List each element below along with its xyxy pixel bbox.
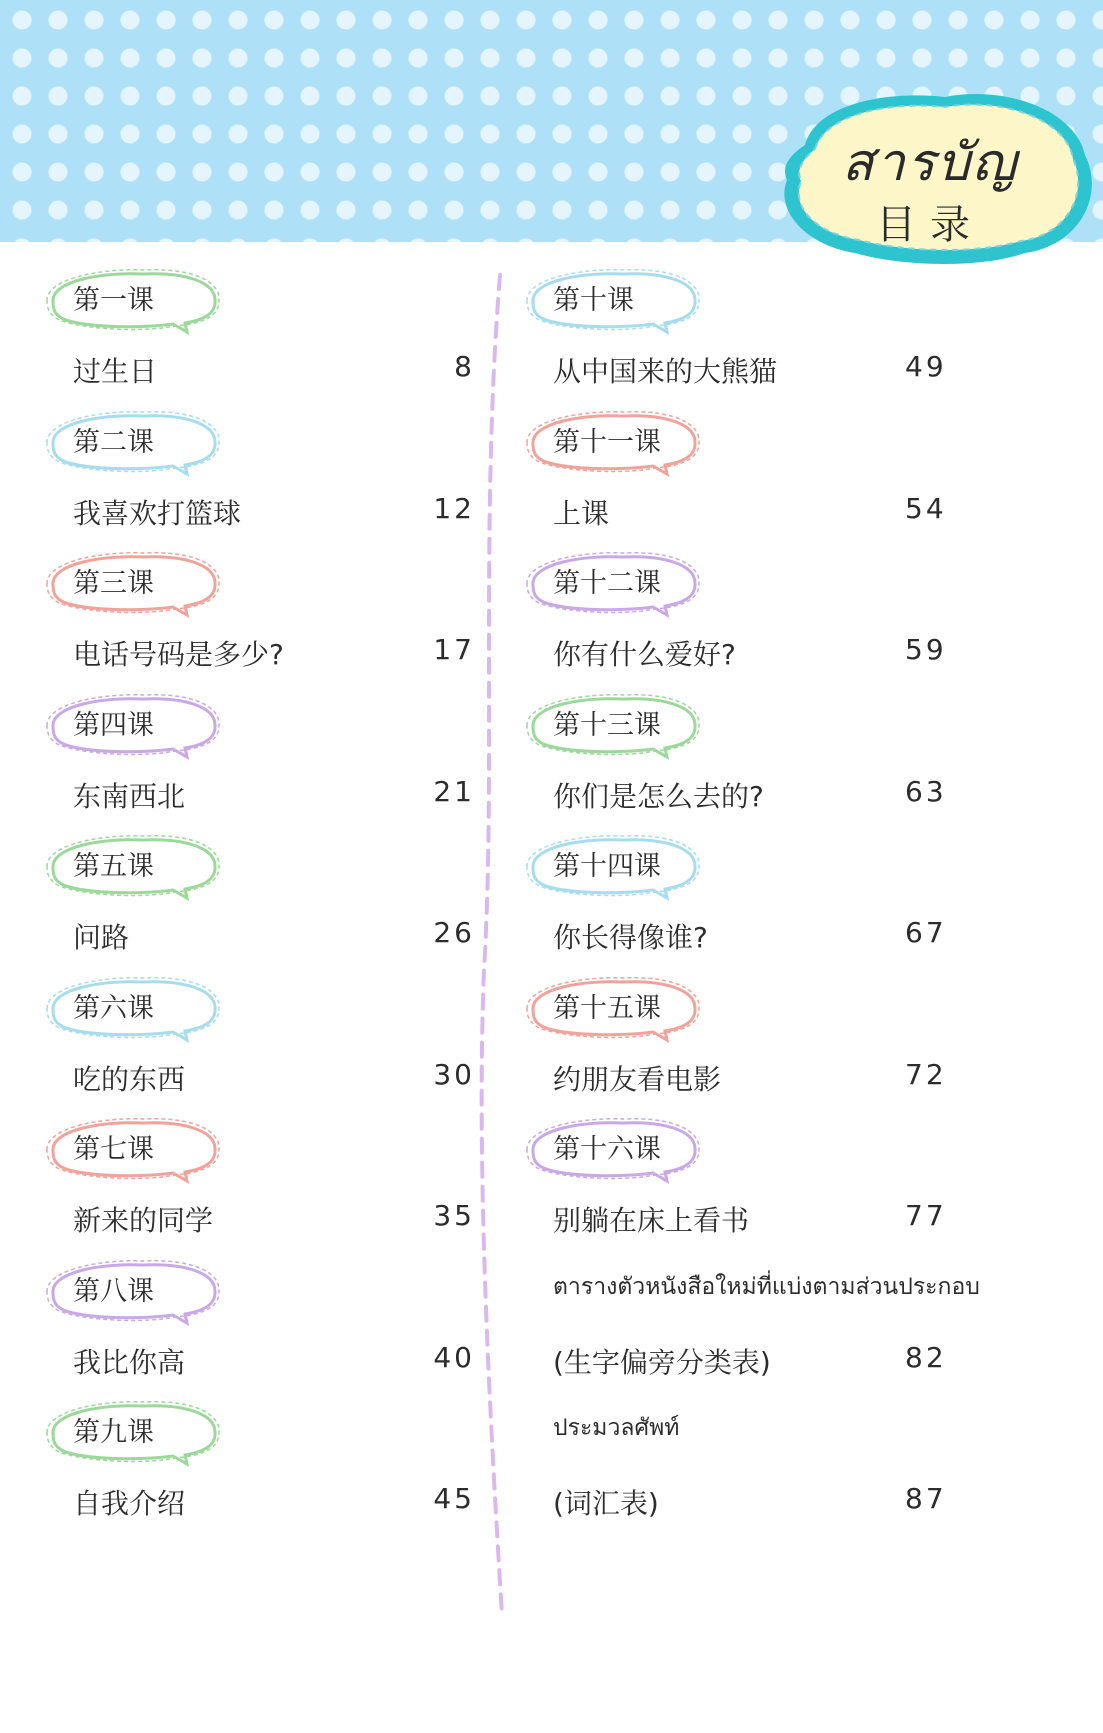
- lesson-label: 第五课: [73, 851, 154, 882]
- lesson-label: 第十二课: [553, 568, 661, 599]
- lesson-bubble: [515, 1115, 705, 1185]
- lesson-title: 新来的同学: [73, 1204, 214, 1237]
- column-divider: [478, 270, 508, 1620]
- lesson-label: 第三课: [73, 568, 154, 599]
- page-number: 63: [905, 774, 947, 808]
- page-number: 12: [433, 491, 475, 525]
- page-number: 49: [905, 350, 947, 383]
- toc-column-right: [515, 266, 1095, 1540]
- lesson-label: 第七课: [73, 1134, 154, 1165]
- lesson-title: 我喜欢打篮球: [73, 496, 242, 530]
- toc-entry: [515, 691, 1095, 833]
- lesson-bubble: [35, 408, 225, 478]
- lesson-label: 第一课: [73, 285, 154, 316]
- lesson-title: 自我介绍: [73, 1487, 186, 1520]
- title-chinese: 目录: [876, 202, 984, 248]
- toc-entry: [515, 832, 1095, 974]
- lesson-label: 第十六课: [553, 1134, 661, 1165]
- lesson-bubble: [35, 1257, 225, 1327]
- lesson-label: 第十课: [553, 285, 634, 316]
- lesson-title: 电话号码是多少?: [73, 638, 284, 671]
- lesson-title: 你们是怎么去的?: [553, 779, 764, 813]
- toc-entry: [515, 408, 1095, 550]
- lesson-title: 过生日: [73, 355, 158, 388]
- page-number: 8: [454, 350, 475, 383]
- toc-entry: [35, 549, 475, 691]
- appendix-entry: [515, 1398, 1095, 1540]
- page-number: 40: [433, 1340, 475, 1374]
- page-number: 87: [905, 1482, 947, 1515]
- toc-entry: [35, 408, 475, 550]
- lesson-title: 问路: [73, 921, 130, 954]
- page-number: 30: [433, 1057, 475, 1091]
- lesson-title: 从中国来的大熊猫: [553, 355, 778, 388]
- lesson-title: 别躺在床上看书: [553, 1204, 750, 1237]
- lesson-bubble: [515, 549, 705, 619]
- lesson-title: 东南西北: [73, 779, 186, 813]
- toc-entry: [35, 1398, 475, 1540]
- toc-entry: [515, 549, 1095, 691]
- toc-entry: [35, 832, 475, 974]
- appendix-label: ประมวลศัพท์: [553, 1415, 680, 1441]
- appendix-entry: [515, 1257, 1095, 1399]
- page-number: 67: [905, 916, 947, 949]
- toc-entry: [35, 1115, 475, 1257]
- page-number: 45: [433, 1482, 475, 1515]
- appendix-label: ตารางตัวหนังสือใหม่ที่แบ่งตามส่วนประกอบ: [553, 1273, 980, 1300]
- lesson-bubble: [35, 974, 225, 1044]
- lesson-bubble: [35, 266, 225, 336]
- lesson-label: 第二课: [73, 426, 154, 458]
- lesson-bubble: [515, 974, 705, 1044]
- page-number: 17: [433, 633, 475, 666]
- lesson-label: 第六课: [73, 992, 154, 1024]
- lesson-bubble: [515, 408, 705, 478]
- page-number: 54: [905, 491, 947, 525]
- page-number: 72: [905, 1057, 947, 1091]
- toc-column-left: [35, 266, 475, 1540]
- toc-entry: [515, 974, 1095, 1116]
- page-number: 77: [905, 1199, 947, 1232]
- lesson-label: 第九课: [73, 1417, 154, 1448]
- title-thai: สารบัญ: [841, 133, 1019, 193]
- lesson-label: 第十三课: [553, 709, 661, 741]
- lesson-title: 我比你高: [73, 1345, 186, 1379]
- page-number: 59: [905, 633, 947, 666]
- page-number: 82: [905, 1340, 947, 1374]
- lesson-label: 第十四课: [553, 851, 661, 882]
- lesson-label: 第十一课: [553, 426, 661, 458]
- toc-entry: [35, 691, 475, 833]
- page-number: 26: [433, 916, 475, 949]
- page-number: 35: [433, 1199, 475, 1232]
- lesson-bubble: [35, 832, 225, 902]
- lesson-title: 约朋友看电影: [553, 1062, 722, 1096]
- lesson-title: 吃的东西: [73, 1062, 186, 1096]
- lesson-label: 第四课: [73, 709, 154, 741]
- lesson-title: 上课: [553, 496, 610, 530]
- lesson-bubble: [515, 691, 705, 761]
- lesson-title: 你有什么爱好?: [553, 638, 736, 671]
- toc-entry: [35, 1257, 475, 1399]
- lesson-bubble: [35, 691, 225, 761]
- title-badge: [775, 85, 1103, 285]
- lesson-bubble: [515, 832, 705, 902]
- appendix-title: (生字偏旁分类表): [553, 1345, 771, 1379]
- toc-entry: [35, 266, 475, 408]
- appendix-title: (词汇表): [553, 1487, 659, 1520]
- lesson-bubble: [515, 266, 705, 336]
- lesson-title: 你长得像谁?: [553, 921, 708, 954]
- toc-entry: [515, 266, 1095, 408]
- lesson-label: 第八课: [73, 1275, 154, 1307]
- page-number: 21: [433, 774, 475, 808]
- lesson-label: 第十五课: [553, 992, 661, 1024]
- lesson-bubble: [35, 1398, 225, 1468]
- lesson-bubble: [35, 1115, 225, 1185]
- toc-entry: [515, 1115, 1095, 1257]
- toc-entry: [35, 974, 475, 1116]
- lesson-bubble: [35, 549, 225, 619]
